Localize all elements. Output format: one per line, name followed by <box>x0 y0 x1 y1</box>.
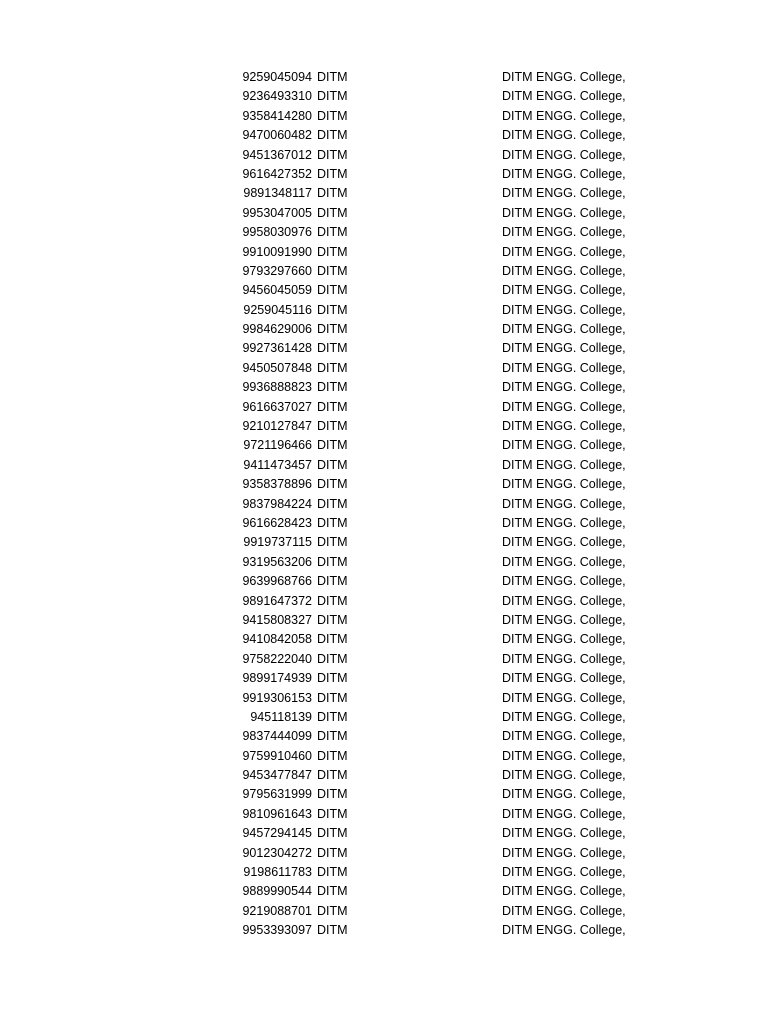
institute-code-cell: DITM <box>317 612 348 627</box>
table-row <box>0 475 768 494</box>
table-row <box>0 359 768 378</box>
table-row <box>0 553 768 572</box>
college-name-cell: DITM ENGG. College, <box>502 671 626 686</box>
table-row <box>0 281 768 300</box>
institute-code-cell: DITM <box>317 263 348 278</box>
college-name-cell: DITM ENGG. College, <box>502 302 626 317</box>
table-row <box>0 107 768 126</box>
college-name-cell: DITM ENGG. College, <box>502 399 626 414</box>
college-name-cell: DITM ENGG. College, <box>502 690 626 705</box>
college-name-cell: DITM ENGG. College, <box>502 632 626 647</box>
phone-number-cell: 9758222040 <box>242 651 312 666</box>
table-row <box>0 669 768 688</box>
phone-number-cell: 9259045116 <box>243 302 312 317</box>
phone-number-cell: 9616637027 <box>242 399 312 414</box>
institute-code-cell: DITM <box>317 360 348 375</box>
institute-code-cell: DITM <box>317 806 348 821</box>
college-name-cell: DITM ENGG. College, <box>502 380 626 395</box>
table-row <box>0 87 768 106</box>
table-row <box>0 824 768 843</box>
college-name-cell: DITM ENGG. College, <box>502 419 626 434</box>
table-row <box>0 689 768 708</box>
college-name-cell: DITM ENGG. College, <box>502 147 626 162</box>
phone-number-cell: 9837984224 <box>242 496 312 511</box>
table-row <box>0 398 768 417</box>
college-name-cell: DITM ENGG. College, <box>502 845 626 860</box>
table-row <box>0 417 768 436</box>
phone-number-cell: 9891348117 <box>243 186 312 201</box>
phone-number-cell: 9891647372 <box>242 593 312 608</box>
phone-number-cell: 9415808327 <box>242 612 312 627</box>
institute-code-cell: DITM <box>317 535 348 550</box>
college-name-cell: DITM ENGG. College, <box>502 884 626 899</box>
college-name-cell: DITM ENGG. College, <box>502 709 626 724</box>
institute-code-cell: DITM <box>317 128 348 143</box>
institute-code-cell: DITM <box>317 651 348 666</box>
phone-number-cell: 9919737115 <box>243 535 312 550</box>
institute-code-cell: DITM <box>317 574 348 589</box>
college-name-cell: DITM ENGG. College, <box>502 457 626 472</box>
institute-code-cell: DITM <box>317 515 348 530</box>
phone-number-cell: 9470060482 <box>242 128 312 143</box>
contact-table <box>0 68 768 941</box>
table-row <box>0 378 768 397</box>
phone-number-cell: 9410842058 <box>242 632 312 647</box>
college-name-cell: DITM ENGG. College, <box>502 89 626 104</box>
table-row <box>0 630 768 649</box>
college-name-cell: DITM ENGG. College, <box>502 108 626 123</box>
table-row <box>0 436 768 455</box>
phone-number-cell: 9793297660 <box>242 263 312 278</box>
college-name-cell: DITM ENGG. College, <box>502 166 626 181</box>
table-row <box>0 727 768 746</box>
table-row <box>0 766 768 785</box>
institute-code-cell: DITM <box>317 845 348 860</box>
table-row <box>0 572 768 591</box>
phone-number-cell: 9795631999 <box>242 787 312 802</box>
table-row <box>0 146 768 165</box>
table-row <box>0 533 768 552</box>
institute-code-cell: DITM <box>317 477 348 492</box>
college-name-cell: DITM ENGG. College, <box>502 477 626 492</box>
table-row <box>0 863 768 882</box>
institute-code-cell: DITM <box>317 89 348 104</box>
table-row <box>0 882 768 901</box>
phone-number-cell: 9910091990 <box>242 244 312 259</box>
institute-code-cell: DITM <box>317 225 348 240</box>
institute-code-cell: DITM <box>317 166 348 181</box>
institute-code-cell: DITM <box>317 554 348 569</box>
table-row <box>0 243 768 262</box>
table-row <box>0 650 768 669</box>
institute-code-cell: DITM <box>317 302 348 317</box>
college-name-cell: DITM ENGG. College, <box>502 535 626 550</box>
college-name-cell: DITM ENGG. College, <box>502 496 626 511</box>
institute-code-cell: DITM <box>317 457 348 472</box>
table-row <box>0 262 768 281</box>
college-name-cell: DITM ENGG. College, <box>502 554 626 569</box>
institute-code-cell: DITM <box>317 690 348 705</box>
college-name-cell: DITM ENGG. College, <box>502 244 626 259</box>
college-name-cell: DITM ENGG. College, <box>502 729 626 744</box>
table-row <box>0 223 768 242</box>
institute-code-cell: DITM <box>317 147 348 162</box>
college-name-cell: DITM ENGG. College, <box>502 768 626 783</box>
college-name-cell: DITM ENGG. College, <box>502 341 626 356</box>
table-row <box>0 708 768 727</box>
college-name-cell: DITM ENGG. College, <box>502 865 626 880</box>
table-row <box>0 68 768 87</box>
phone-number-cell: 9411473457 <box>243 457 312 472</box>
phone-number-cell: 945118139 <box>250 709 312 724</box>
institute-code-cell: DITM <box>317 923 348 938</box>
phone-number-cell: 9837444099 <box>242 729 312 744</box>
college-name-cell: DITM ENGG. College, <box>502 593 626 608</box>
table-row <box>0 921 768 940</box>
institute-code-cell: DITM <box>317 884 348 899</box>
institute-code-cell: DITM <box>317 671 348 686</box>
table-row <box>0 785 768 804</box>
institute-code-cell: DITM <box>317 419 348 434</box>
phone-number-cell: 9899174939 <box>242 671 312 686</box>
phone-number-cell: 9953047005 <box>242 205 312 220</box>
table-row <box>0 805 768 824</box>
institute-code-cell: DITM <box>317 787 348 802</box>
table-row <box>0 456 768 475</box>
institute-code-cell: DITM <box>317 903 348 918</box>
college-name-cell: DITM ENGG. College, <box>502 748 626 763</box>
institute-code-cell: DITM <box>317 865 348 880</box>
phone-number-cell: 9889990544 <box>242 884 312 899</box>
table-row <box>0 747 768 766</box>
phone-number-cell: 9927361428 <box>242 341 312 356</box>
phone-number-cell: 9012304272 <box>242 845 312 860</box>
phone-number-cell: 9953393097 <box>242 923 312 938</box>
institute-code-cell: DITM <box>317 380 348 395</box>
institute-code-cell: DITM <box>317 709 348 724</box>
phone-number-cell: 9453477847 <box>242 768 312 783</box>
institute-code-cell: DITM <box>317 322 348 337</box>
phone-number-cell: 9259045094 <box>242 70 312 84</box>
college-name-cell: DITM ENGG. College, <box>502 438 626 453</box>
phone-number-cell: 9984629006 <box>242 322 312 337</box>
institute-code-cell: DITM <box>317 729 348 744</box>
phone-number-cell: 9319563206 <box>242 554 312 569</box>
institute-code-cell: DITM <box>317 826 348 841</box>
table-row <box>0 902 768 921</box>
phone-number-cell: 9639968766 <box>242 574 312 589</box>
college-name-cell: DITM ENGG. College, <box>502 205 626 220</box>
phone-number-cell: 9198611783 <box>243 865 312 880</box>
phone-number-cell: 9451367012 <box>242 147 312 162</box>
college-name-cell: DITM ENGG. College, <box>502 923 626 938</box>
table-row <box>0 611 768 630</box>
phone-number-cell: 9219088701 <box>242 903 312 918</box>
table-row <box>0 184 768 203</box>
phone-number-cell: 9457294145 <box>242 826 312 841</box>
college-name-cell: DITM ENGG. College, <box>502 322 626 337</box>
institute-code-cell: DITM <box>317 399 348 414</box>
college-name-cell: DITM ENGG. College, <box>502 128 626 143</box>
institute-code-cell: DITM <box>317 496 348 511</box>
phone-number-cell: 9236493310 <box>242 89 312 104</box>
table-row <box>0 495 768 514</box>
table-row <box>0 204 768 223</box>
table-row <box>0 339 768 358</box>
table-row <box>0 320 768 339</box>
college-name-cell: DITM ENGG. College, <box>502 515 626 530</box>
institute-code-cell: DITM <box>317 186 348 201</box>
institute-code-cell: DITM <box>317 632 348 647</box>
phone-number-cell: 9450507848 <box>242 360 312 375</box>
institute-code-cell: DITM <box>317 438 348 453</box>
table-row <box>0 165 768 184</box>
table-row <box>0 514 768 533</box>
college-name-cell: DITM ENGG. College, <box>502 826 626 841</box>
college-name-cell: DITM ENGG. College, <box>502 903 626 918</box>
phone-number-cell: 9958030976 <box>242 225 312 240</box>
institute-code-cell: DITM <box>317 283 348 298</box>
institute-code-cell: DITM <box>317 593 348 608</box>
institute-code-cell: DITM <box>317 244 348 259</box>
phone-number-cell: 9936888823 <box>242 380 312 395</box>
institute-code-cell: DITM <box>317 341 348 356</box>
phone-number-cell: 9919306153 <box>242 690 312 705</box>
phone-number-cell: 9810961643 <box>242 806 312 821</box>
college-name-cell: DITM ENGG. College, <box>502 283 626 298</box>
college-name-cell: DITM ENGG. College, <box>502 806 626 821</box>
phone-number-cell: 9210127847 <box>242 419 312 434</box>
college-name-cell: DITM ENGG. College, <box>502 360 626 375</box>
phone-number-cell: 9616427352 <box>242 166 312 181</box>
table-row <box>0 126 768 145</box>
institute-code-cell: DITM <box>317 108 348 123</box>
college-name-cell: DITM ENGG. College, <box>502 186 626 201</box>
college-name-cell: DITM ENGG. College, <box>502 612 626 627</box>
phone-number-cell: 9358378896 <box>242 477 312 492</box>
institute-code-cell: DITM <box>317 748 348 763</box>
college-name-cell: DITM ENGG. College, <box>502 70 626 84</box>
phone-number-cell: 9358414280 <box>242 108 312 123</box>
college-name-cell: DITM ENGG. College, <box>502 263 626 278</box>
phone-number-cell: 9759910460 <box>242 748 312 763</box>
college-name-cell: DITM ENGG. College, <box>502 787 626 802</box>
institute-code-cell: DITM <box>317 768 348 783</box>
institute-code-cell: DITM <box>317 205 348 220</box>
phone-number-cell: 9616628423 <box>242 515 312 530</box>
phone-number-cell: 9456045059 <box>242 283 312 298</box>
institute-code-cell: DITM <box>317 70 348 84</box>
college-name-cell: DITM ENGG. College, <box>502 651 626 666</box>
table-row <box>0 592 768 611</box>
phone-number-cell: 9721196466 <box>243 438 312 453</box>
college-name-cell: DITM ENGG. College, <box>502 574 626 589</box>
table-row <box>0 301 768 320</box>
college-name-cell: DITM ENGG. College, <box>502 225 626 240</box>
table-row <box>0 844 768 863</box>
